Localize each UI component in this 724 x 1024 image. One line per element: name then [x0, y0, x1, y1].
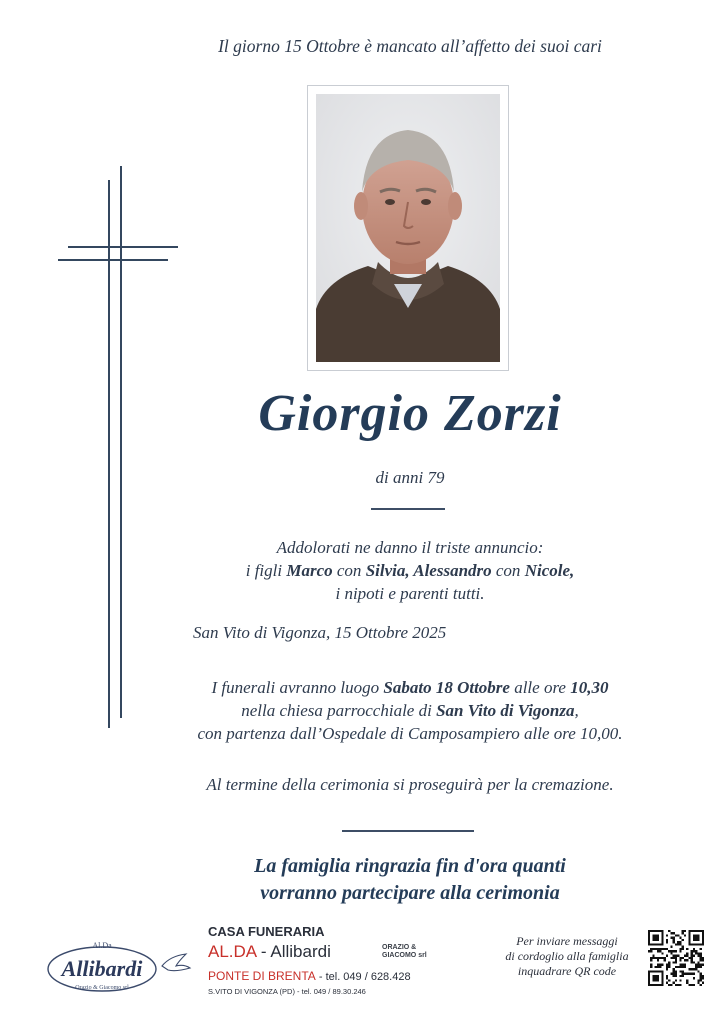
deceased-name: Giorgio Zorzi [258, 385, 562, 442]
brand-name: Allibardi [270, 942, 331, 961]
text-fragment: i figli [245, 561, 287, 580]
logo-mark [44, 936, 194, 998]
funeral-details [150, 676, 670, 745]
text-fragment: , [574, 701, 579, 720]
announcement-line: Addolorati ne danno il triste annuncio: [276, 538, 544, 557]
thanks-line: La famiglia ringrazia fin d'ora quanti [254, 855, 566, 877]
logo-name: Allibardi [61, 956, 143, 981]
dove-icon [162, 954, 190, 971]
funeral-home-owners [382, 944, 427, 960]
funeral-home-title: CASA FUNERARIA [208, 924, 325, 939]
deceased-age: di anni 79 [375, 468, 445, 487]
announcement-line [180, 559, 640, 582]
brand-alda: AL.DA [208, 942, 257, 961]
qr-code-graphic[interactable] [648, 930, 704, 986]
text-fragment: con [491, 561, 525, 580]
thanks-message [160, 853, 660, 907]
text-fragment: I funerali avranno luogo [211, 678, 384, 697]
cross-horizontal-bar [58, 259, 168, 261]
portrait-frame [307, 85, 509, 371]
announcement [180, 536, 640, 605]
intro-line: Il giorno 15 Ottobre è mancato all’affetto dei suoi cari [218, 36, 602, 56]
funeral-line [150, 676, 670, 699]
thanks-line: vorranno partecipare alla cerimonia [260, 882, 560, 904]
logo-sub: Orazio & Giacomo srl [75, 985, 129, 991]
place-date: San Vito di Vigonza, 15 Ottobre 2025 [193, 623, 447, 642]
divider [342, 830, 474, 832]
qr-code-icon[interactable] [648, 930, 704, 986]
text-fragment: alle ore [509, 678, 571, 697]
portrait-illustration [316, 94, 500, 362]
brand-separator: - [256, 942, 271, 961]
text-fragment: nella chiesa parrocchiale di [241, 701, 437, 720]
announcement-line: i nipoti e parenti tutti. [335, 584, 485, 603]
funeral-date: Sabato 18 Ottobre [383, 678, 510, 697]
owners-srl: srl [418, 952, 427, 959]
child-name: Marco [286, 561, 333, 580]
child-name: Nicole, [524, 561, 575, 580]
qr-message-line: Per inviare messaggi [516, 934, 618, 948]
cross-vertical-bar [120, 166, 122, 718]
portrait-photo [316, 94, 500, 362]
cross-vertical-bar [108, 180, 110, 728]
owners-line: GIACOMO [382, 952, 417, 959]
branch-phone: - tel. 049 / 628.428 [315, 971, 411, 983]
cremation-note: Al termine della cerimonia si proseguirà per la cremazione. [206, 775, 614, 794]
funeral-time: 10,30 [570, 678, 609, 697]
cross-horizontal-bar [68, 246, 178, 248]
qr-message-line: inquadrare QR code [517, 964, 617, 978]
text-fragment: con [332, 561, 366, 580]
owners-line: ORAZIO & [382, 944, 417, 951]
child-name: Silvia, Alessandro [365, 561, 492, 580]
branch-ponte-di-brenta [208, 969, 411, 983]
qr-message-line: di cordoglio alla famiglia [505, 949, 629, 963]
branch-vigonza: S.VITO DI VIGONZA (PD) - tel. 049 / 89.30.246 [208, 987, 366, 996]
church-place: San Vito di Vigonza [436, 701, 575, 720]
funeral-home-brand [208, 942, 331, 962]
divider [371, 508, 445, 510]
funeral-line [150, 699, 670, 722]
qr-message [488, 934, 646, 979]
allibardi-logo [44, 936, 194, 998]
branch-name: PONTE DI BRENTA [208, 969, 316, 983]
funeral-line: con partenza dall’Ospedale di Camposampiero alle ore 10,00. [197, 724, 623, 743]
logo-top: Al.Da [92, 941, 112, 950]
